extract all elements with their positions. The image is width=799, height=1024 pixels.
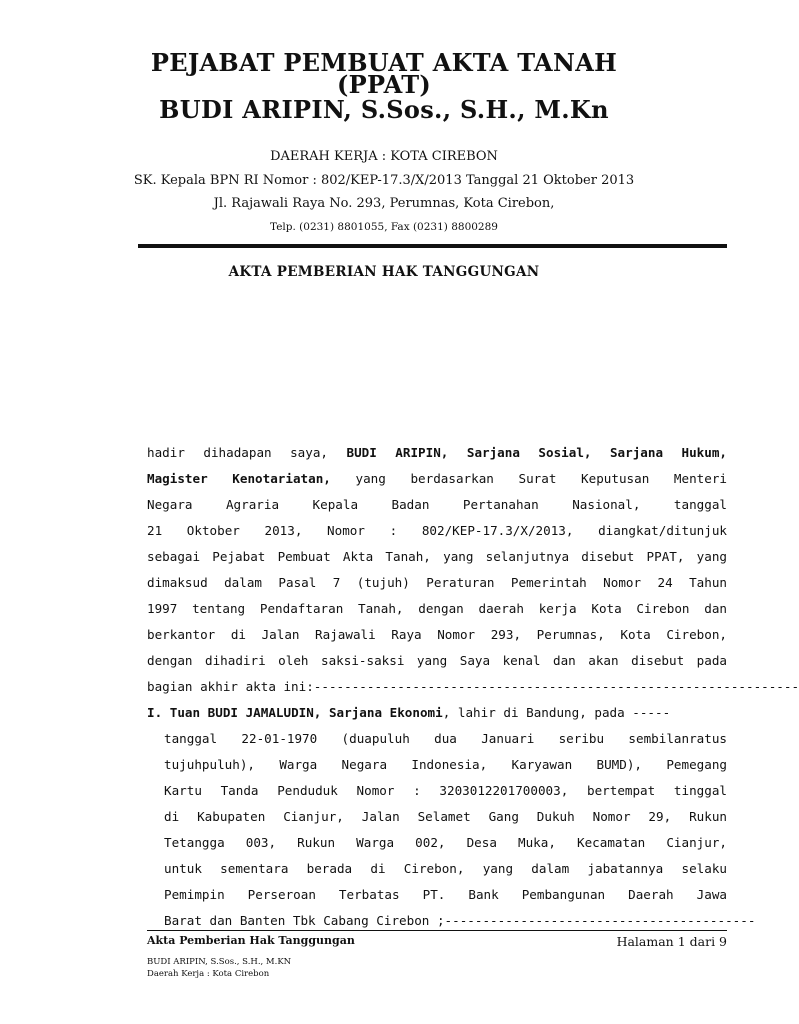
footer-divider (147, 930, 727, 931)
intro-line: sebagai Pejabat Pembuat Akta Tanah, yang selanjutnya disebut PPAT, yang (147, 549, 727, 564)
intro-line: 21 Oktober 2013, Nomor : 802/KEP-17.3/X/2013, diangkat/ditunjuk (147, 523, 727, 538)
intro-line (147, 440, 727, 466)
intro-text: yang berdasarkan Surat Keputusan Menteri (330, 471, 727, 486)
party-1-line: di Kabupaten Cianjur, Jalan Selamet Gang Dukuh Nomor 29, Rukun (164, 809, 727, 824)
sk-decree: SK. Kepala BPN RI Nomor : 802/KEP-17.3/X/2013 Tanggal 21 Oktober 2013 (133, 173, 635, 188)
office-abbreviation: (PPAT) (336, 70, 432, 99)
party-1-line: tanggal 22-01-1970 (duapuluh dua Januari seribu sembilanratus (164, 731, 727, 746)
officer-name: BUDI ARIPIN, S.Sos., S.H., M.Kn (159, 95, 609, 124)
footer-title: Akta Pemberian Hak Tanggungan (147, 934, 355, 947)
footer-officer-name: BUDI ARIPIN, S.Sos., S.H., M.KN (147, 957, 292, 967)
party-name: Tuan BUDI JAMALUDIN, Sarjana Ekonomi (169, 705, 443, 720)
document-body (147, 440, 799, 934)
party-1-line: Pemimpin Perseroan Terbatas PT. Bank Pembangunan Daerah Jawa (164, 887, 727, 902)
officer-full-title: BUDI ARIPIN, Sarjana Sosial, Sarjana Hukum, (346, 445, 728, 460)
party-text: , lahir di Bandung, pada ----- (442, 705, 671, 720)
officer-degree: Magister Kenotariatan, (147, 471, 331, 486)
footer-work-area: Daerah Kerja : Kota Cirebon (147, 969, 270, 979)
intro-line: bagian akhir akta ini:---------------------------------------------------------------- (147, 679, 799, 694)
intro-line: dimaksud dalam Pasal 7 (tujuh) Peraturan Pemerintah Nomor 24 Tahun (147, 575, 727, 590)
party-1-line: Kartu Tanda Penduduk Nomor : 3203012201700003, bertempat tinggal (164, 783, 727, 798)
intro-line: dengan dihadiri oleh saksi-saksi yang Saya kenal dan akan disebut pada (147, 653, 727, 668)
office-phone-fax: Telp. (0231) 8801055, Fax (0231) 8800289 (270, 221, 498, 233)
intro-line: Negara Agraria Kepala Badan Pertanahan Nasional, tanggal (147, 497, 727, 512)
party-1-line: Barat dan Banten Tbk Cabang Cirebon ;----------------------------------------- (164, 913, 756, 928)
header-divider (138, 244, 727, 248)
intro-line (147, 466, 727, 492)
party-1-line: tujuhpuluh), Warga Negara Indonesia, Karyawan BUMD), Pemegang (164, 757, 727, 772)
party-number: I. (147, 705, 170, 720)
intro-line: berkantor di Jalan Rajawali Raya Nomor 293, Perumnas, Kota Cirebon, (147, 627, 727, 642)
document-title: AKTA PEMBERIAN HAK TANGGUNGAN (228, 264, 540, 280)
page-number: Halaman 1 dari 9 (616, 934, 727, 949)
intro-line: 1997 tentang Pendaftaran Tanah, dengan daerah kerja Kota Cirebon dan (147, 601, 727, 616)
work-area: DAERAH KERJA : KOTA CIREBON (270, 149, 498, 164)
office-address: Jl. Rajawali Raya No. 293, Perumnas, Kota Cirebon, (213, 196, 555, 211)
party-1-line (147, 700, 727, 726)
office-title: PEJABAT PEMBUAT AKTA TANAH (150, 48, 618, 77)
party-1-line: untuk sementara berada di Cirebon, yang dalam jabatannya selaku (164, 861, 727, 876)
party-1-line: Tetangga 003, Rukun Warga 002, Desa Muka, Kecamatan Cianjur, (164, 835, 727, 850)
intro-text: hadir dihadapan saya, (147, 445, 347, 460)
